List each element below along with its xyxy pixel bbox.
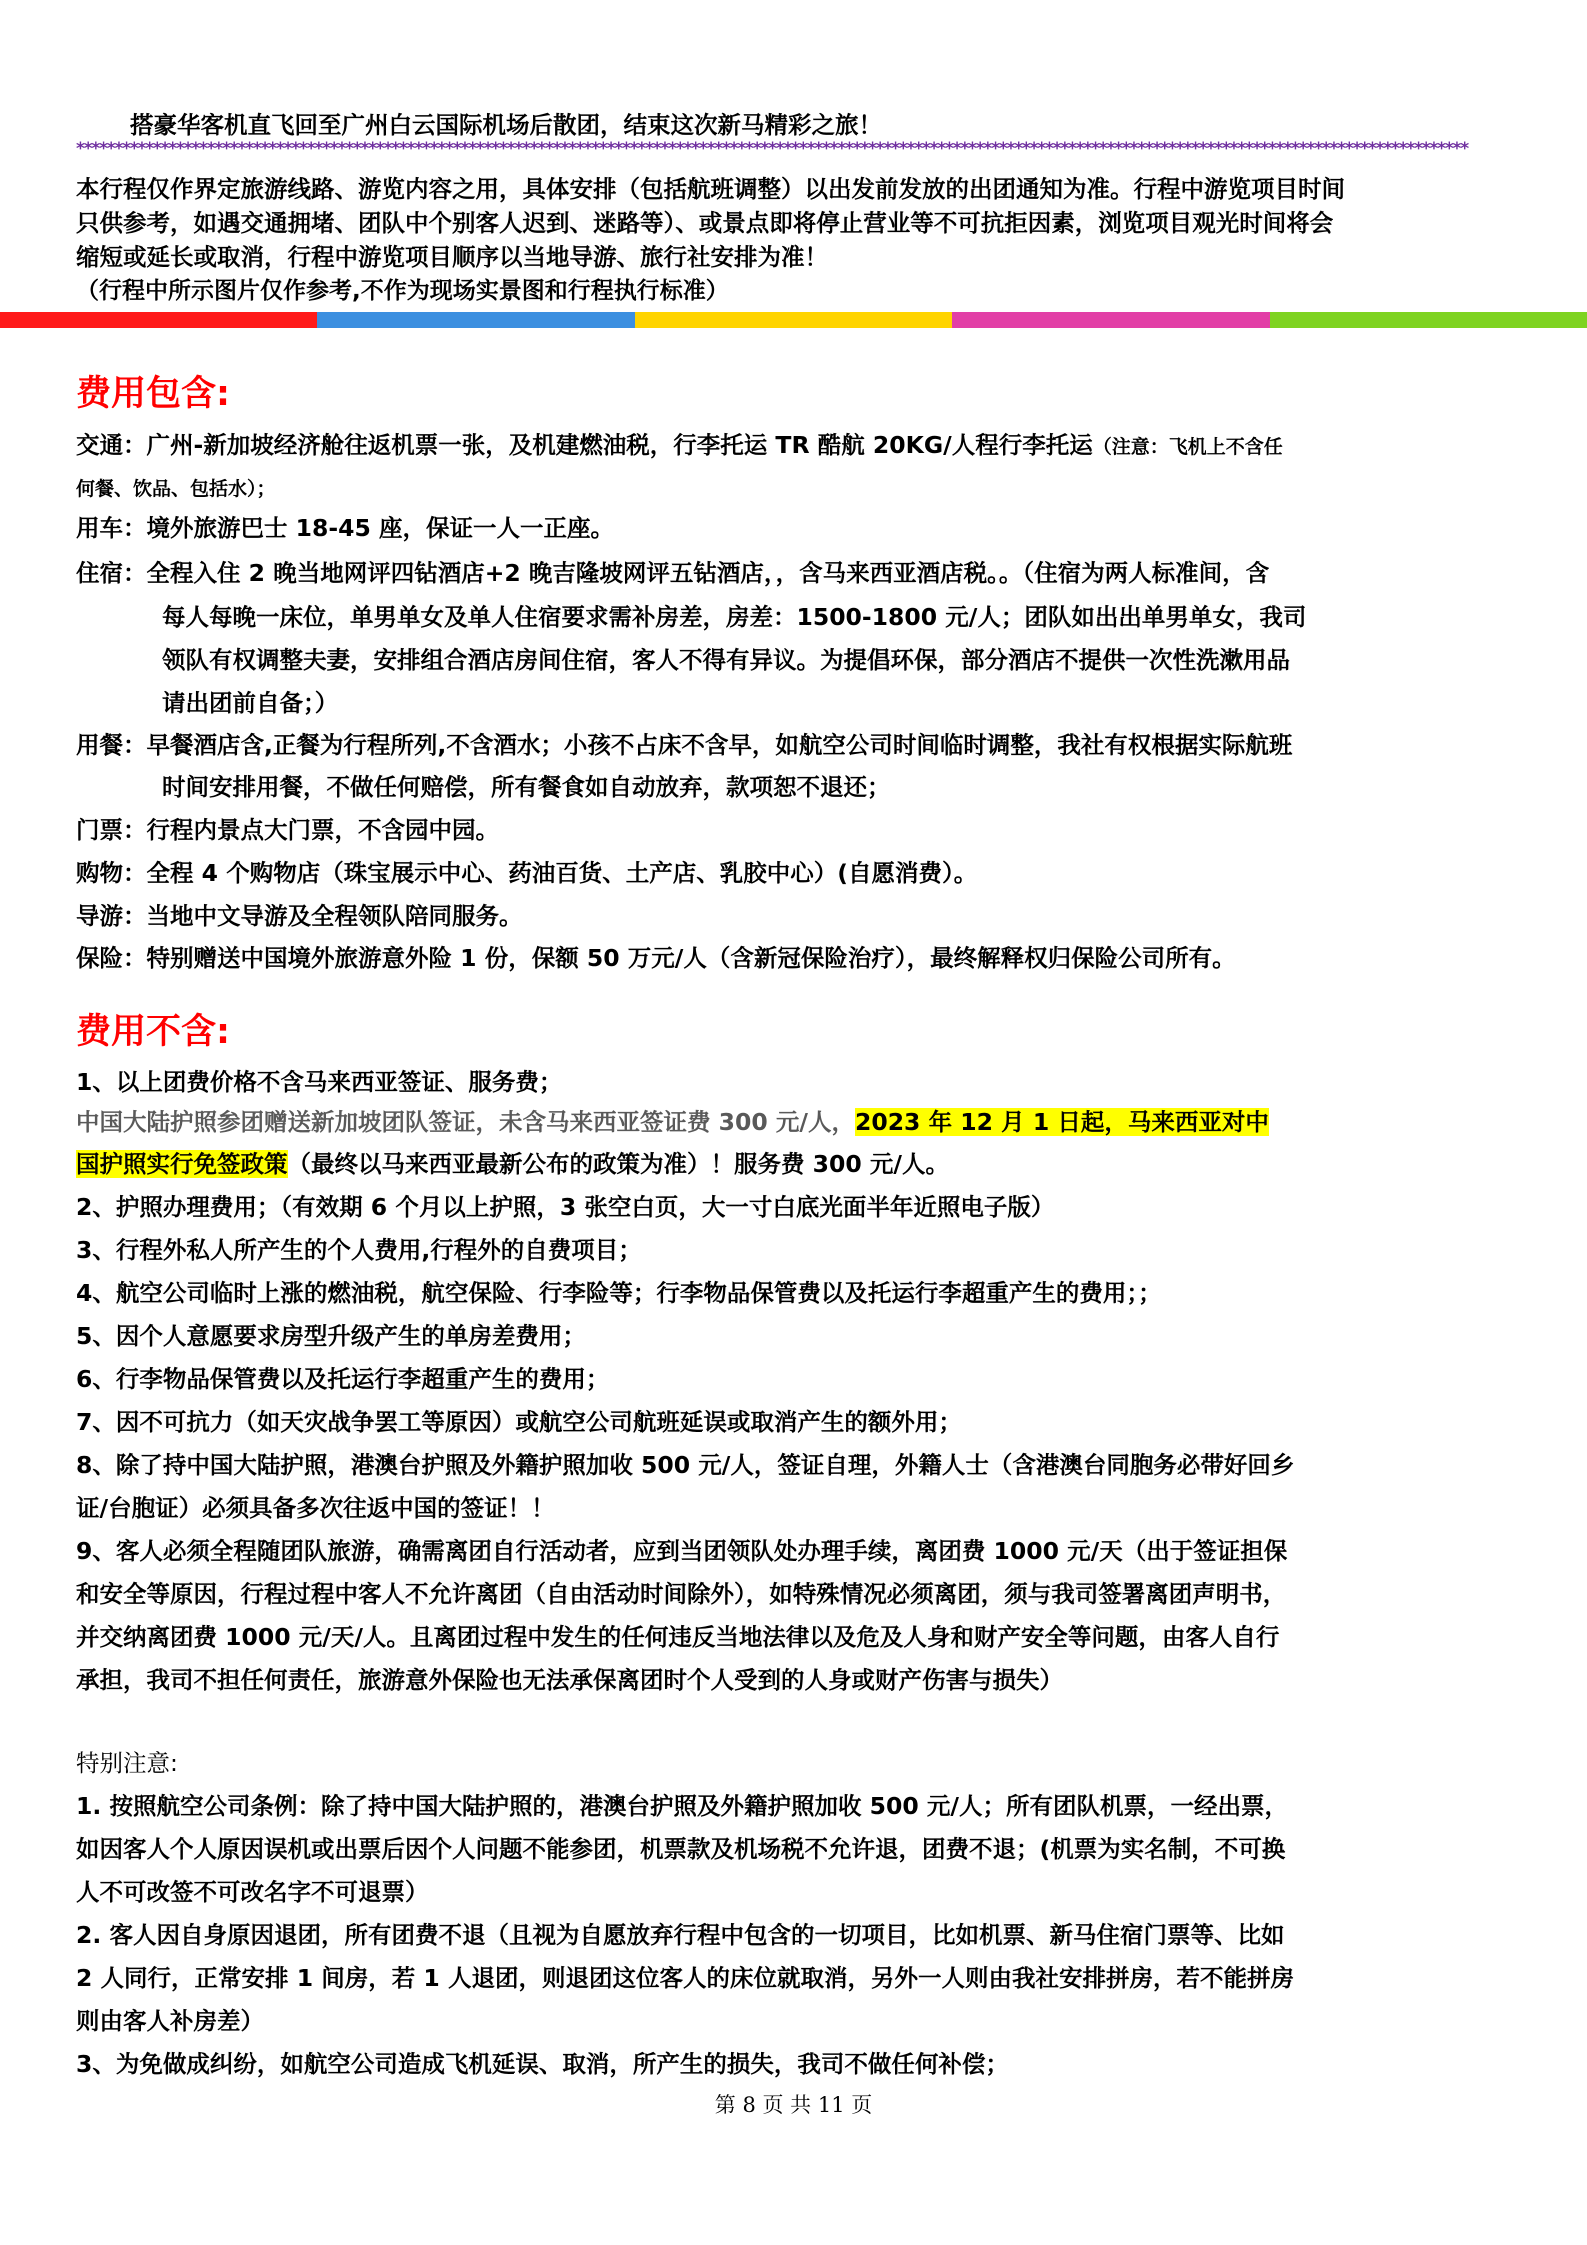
rainbow-segment	[635, 312, 952, 328]
included-shopping: 购物：全程 4 个购物店（珠宝展示中心、药油百货、土产店、乳胶中心）(自愿消费）。	[76, 859, 978, 887]
star-divider: *************************************************************************************************************************************************************************************	[76, 140, 1468, 158]
excluded-visa-line-1	[76, 1105, 1516, 1139]
excluded-item-6: 6、行李物品保管费以及托运行李超重产生的费用；	[76, 1365, 610, 1393]
excluded-visa-highlight: 2023 年 12 月 1 日起，马来西亚对中	[855, 1108, 1269, 1136]
included-heading: 费用包含:	[76, 374, 230, 414]
intro-line: 搭豪华客机直飞回至广州白云国际机场后散团，结束这次新马精彩之旅！	[130, 111, 882, 139]
included-hotel-line-3: 领队有权调整夫妻，安排组合酒店房间住宿，客人不得有异议。为提倡环保，部分酒店不提供一次性洗漱用品	[162, 646, 1290, 674]
rainbow-segment	[952, 312, 1269, 328]
included-traffic-note-cont: 何餐、饮品、包括水）；	[76, 478, 276, 500]
excluded-item-1: 1、以上团费价格不含马来西亚签证、服务费；	[76, 1068, 563, 1096]
excluded-visa-text: 中国大陆护照参团赠送新加坡团队签证，未含马来西亚签证费 300 元/人，	[76, 1108, 855, 1136]
included-insurance: 保险：特别赠送中国境外旅游意外险 1 份，保额 50 万元/人（含新冠保险治疗），最终解释权归保险公司所有。	[76, 944, 1236, 972]
special-item-3: 3、为免做成纠纷，如航空公司造成飞机延误、取消，所产生的损失，我司不做任何补偿；	[76, 2050, 1009, 2078]
included-ticket: 门票：行程内景点大门票，不含园中园。	[76, 816, 499, 844]
page-footer: 第 8 页 共 11 页	[714, 2093, 873, 2117]
special-item-2-line-3: 则由客人补房差）	[76, 2007, 264, 2035]
special-heading: 特别注意:	[76, 1749, 178, 1777]
excluded-item-9-line-1: 9、客人必须全程随团队旅游，确需离团自行活动者，应到当团领队处办理手续，离团费 1000 元/天（出于签证担保	[76, 1537, 1288, 1565]
included-hotel-line-2: 每人每晚一床位，单男单女及单人住宿要求需补房差，房差：1500-1800 元/人；团队如出出单男单女，我司	[162, 603, 1307, 631]
disclaimer-line-1: 本行程仅作界定旅游线路、游览内容之用，具体安排（包括航班调整）以出发前发放的出团通知为准。行程中游览项目时间	[76, 175, 1345, 203]
excluded-item-5: 5、因个人意愿要求房型升级产生的单房差费用；	[76, 1322, 586, 1350]
disclaimer-line-3: 缩短或延长或取消，行程中游览项目顺序以当地导游、旅行社安排为准！	[76, 243, 828, 271]
disclaimer-line-2: 只供参考，如遇交通拥堵、团队中个别客人迟到、迷路等）、或景点即将停止营业等不可抗拒因素，浏览项目观光时间将会	[76, 209, 1334, 237]
excluded-item-9-line-3: 并交纳离团费 1000 元/天/人。且离团过程中发生的任何违反当地法律以及危及人身和财产安全等问题，由客人自行	[76, 1623, 1280, 1651]
excluded-item-9-line-2: 和安全等原因，行程过程中客人不允许离团（自由活动时间除外），如特殊情况必须离团，须与我司签署离团声明书，	[76, 1580, 1287, 1608]
excluded-item-7: 7、因不可抗力（如天灾战争罢工等原因）或航空公司航班延误或取消产生的额外用；	[76, 1408, 962, 1436]
included-meal-line-1: 用餐：早餐酒店含,正餐为行程所列,不含酒水；小孩不占床不含早，如航空公司时间临时调整，我社有权根据实际航班	[76, 731, 1293, 759]
included-meal-line-2: 时间安排用餐，不做任何赔偿，所有餐食如自动放弃，款项恕不退还；	[162, 773, 891, 801]
excluded-visa-highlight-cont: 国护照实行免签政策	[76, 1150, 288, 1178]
rainbow-divider	[0, 312, 1587, 328]
special-item-1-line-3: 人不可改签不可改名字不可退票）	[76, 1878, 429, 1906]
excluded-item-2: 2、护照办理费用；（有效期 6 个月以上护照，3 张空白页，大一寸白底光面半年近照电子版）	[76, 1193, 1055, 1221]
rainbow-segment	[317, 312, 634, 328]
excluded-item-8-line-1: 8、除了持中国大陆护照，港澳台护照及外籍护照加收 500 元/人，签证自理，外籍人士（含港澳台同胞务必带好回乡	[76, 1451, 1295, 1479]
special-item-1-line-1: 1. 按照航空公司条例：除了持中国大陆护照的，港澳台护照及外籍护照加收 500 元/人；所有团队机票，一经出票，	[76, 1792, 1288, 1820]
special-item-1-line-2: 如因客人个人原因误机或出票后因个人问题不能参团，机票款及机场税不允许退，团费不退；(机票为实名制，不可换	[76, 1835, 1286, 1863]
excluded-visa-line-2	[76, 1147, 1516, 1181]
excluded-item-3: 3、行程外私人所产生的个人费用,行程外的自费项目；	[76, 1236, 642, 1264]
rainbow-segment	[1270, 312, 1587, 328]
excluded-heading: 费用不含:	[76, 1012, 230, 1052]
excluded-item-8-line-2: 证/台胞证）必须具备多次往返中国的签证！！	[76, 1494, 555, 1522]
special-item-2-line-2: 2 人同行，正常安排 1 间房，若 1 人退团，则退团这位客人的床位就取消，另外一人则由我社安排拼房，若不能拼房	[76, 1964, 1294, 1992]
excluded-item-4: 4、航空公司临时上涨的燃油税，航空保险、行李险等；行李物品保管费以及托运行李超重产生的费用；；	[76, 1279, 1162, 1307]
included-guide: 导游：当地中文导游及全程领队陪同服务。	[76, 902, 523, 930]
excluded-visa-rest: （最终以马来西亚最新公布的政策为准）！服务费 300 元/人。	[287, 1150, 949, 1178]
included-vehicle: 用车：境外旅游巴士 18-45 座，保证一人一正座。	[76, 514, 615, 542]
excluded-item-9-line-4: 承担，我司不担任何责任，旅游意外保险也无法承保离团时个人受到的人身或财产伤害与损失）	[76, 1666, 1063, 1694]
included-traffic-text: 交通：广州-新加坡经济舱往返机票一张，及机建燃油税，行李托运 TR 酷航 20KG/人程行李托运	[76, 431, 1093, 459]
disclaimer-line-4: （行程中所示图片仅作参考,不作为现场实景图和行程执行标准）	[76, 278, 729, 304]
included-traffic-note: （注意：飞机上不含任	[1092, 436, 1283, 458]
special-item-2-line-1: 2. 客人因自身原因退团，所有团费不退（且视为自愿放弃行程中包含的一切项目，比如机票、新马住宿门票等、比如	[76, 1921, 1285, 1949]
included-hotel-line-4: 请出团前自备；）	[162, 689, 339, 717]
rainbow-segment	[0, 312, 317, 328]
included-hotel-line-1: 住宿：全程入住 2 晚当地网评四钻酒店+2 晚吉隆坡网评五钻酒店，，含马来西亚酒店税。。（住宿为两人标准间，含	[76, 559, 1270, 587]
included-traffic-line-2	[76, 470, 1516, 506]
included-traffic-line-1	[76, 428, 1516, 464]
